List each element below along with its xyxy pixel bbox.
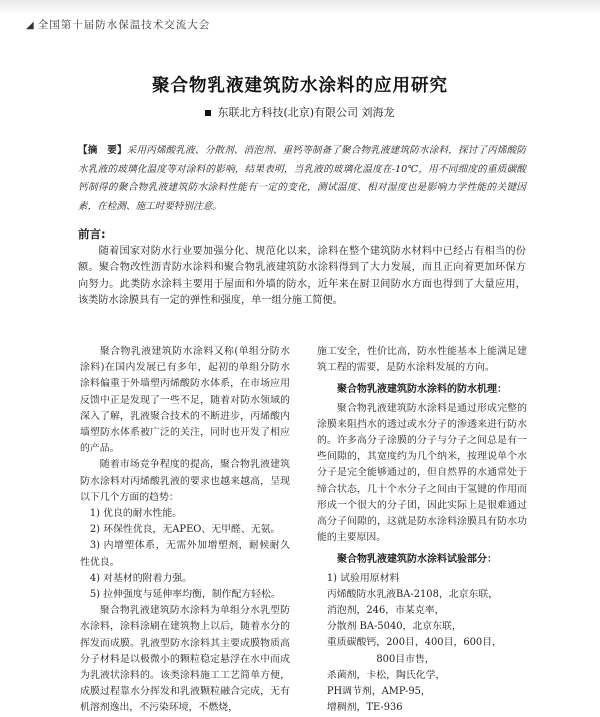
right-paragraph-1: 施工安全，性价比高，防水性能基本上能满足建筑工程的需要，是防水涂料发展的方向。 — [317, 346, 527, 374]
preface-body: 随着国家对防水行业要加强分化、规范化以来，涂料在整个建筑防水材料中已经占有相当的份额。聚合物改性沥青防水涂料和聚合物乳液建筑防水涂料得到了大力发展，而且正向着更加环保方向努力。此类防水涂料主要用于屋面和外墙的防水，近年来在厨卫间防水方面也得到了大量应用，该类防水涂膜具有一定的弹性和强度，单一组分施工简便。 — [78, 246, 526, 307]
author-line — [0, 104, 600, 120]
abstract-text: 采用丙烯酸乳液、分散剂、消泡剂、重钙等制备了聚合物乳液建筑防水涂料，探讨了丙烯酸防水乳液的玻璃化温度等对涂料的影响，结果表明，当乳液的玻璃化温度在-10℃，用不同细度的重质碳酸钙制得的聚合物乳液建筑防水涂料性能有一定的变化，测试温度、相对湿度也是影响力学性能的关键因素，在检测、施工时要特别注意。 — [78, 145, 527, 212]
left-paragraph-3: 聚合物乳液建筑防水涂料为单组分水乳型防水涂料，涂料涂刷在建筑物上以后，随着水分的挥发而成膜。乳液型防水涂料其主要成膜物质高分子材料是以极微小的颗粒稳定悬浮在水中而成为乳液状涂料的。该类涂料施工工艺简单方便，成膜过程靠水分挥发和乳液颗粒融合完成，无有机溶剂逸出，不污染环境，不燃烧， — [80, 605, 290, 714]
preface-text — [78, 244, 526, 310]
preface-heading: 前言: — [78, 227, 106, 241]
mechanism-heading: 聚合物乳液建筑防水涂料的防水机理： — [337, 384, 507, 396]
abstract-label: 【摘 要】 — [78, 145, 127, 156]
trend-item-3: 3) 内增塑体系，无需外加增塑剂，耐候耐久性优良。 — [80, 540, 290, 568]
left-column — [80, 344, 290, 717]
trend-item-1: 1) 优良的耐水性能。 — [89, 508, 183, 520]
right-column — [317, 344, 527, 716]
material-item-3: 消泡剂，246，市某克率， — [326, 605, 445, 617]
right-paragraph-2: 聚合物乳液建筑防水涂料是通过形成完整的涂膜来阻挡水的透过或水分子的渗透来进行防水的。许多高分子涂膜的分子与分子之间总是有一些间隙的，其宽度约为几个纳米，按理说单个水分子是完全能够通过的，但自然界的水通常处于缔合状态，几十个水分子之间由于氢键的作用而形成一个很大的分子团，因此实际上是很难通过高分子间隙的，这就是防水涂料涂膜具有防水功能的主要原因。 — [317, 402, 527, 544]
square-bullet-icon — [205, 110, 211, 116]
left-paragraph-1: 聚合物乳液建筑防水涂料又称(单组分防水涂料)在国内发展已有多年，起初的单组分防水涂料偏重于外墙塑丙烯酸防水体系，在市场应用反馈中正是发现了一些不足，随着对防水领域的深入了解，乳液聚合技术的不断进步，丙烯酸内墙塑防水体系被广泛的关注，同时也开发了相应的产品。 — [80, 346, 290, 455]
material-item-7: 杀菌剂，卡松，陶氏化学， — [326, 669, 446, 681]
triangle-bullet-icon: ◢ — [26, 20, 35, 31]
material-item-5: 重质碳酸钙，200目，400目，600目， — [326, 637, 502, 649]
trend-item-5: 5) 拉伸强度与延伸率均衡，制作配方轻松。 — [89, 589, 281, 601]
material-item-6: 800目市售， — [376, 653, 435, 665]
material-item-2: 丙烯酸防水乳液BA-2108，北京东联， — [326, 588, 499, 600]
author-affiliation: 东联北方科技(北京)有限公司 刘海龙 — [217, 106, 395, 119]
trend-item-4: 4) 对基材的附着力强。 — [89, 572, 193, 584]
material-item-8: PH调节剂，AMP-95， — [326, 686, 431, 698]
left-paragraph-2: 随着市场竞争程度的提高，聚合物乳液建筑防水涂料对丙烯酸乳液的要求也越来越高，呈现以下几个方面的趋势： — [80, 459, 290, 503]
material-item-4: 分散剂 BA-5040，北京东联， — [326, 621, 462, 633]
test-heading: 聚合物乳液建筑防水涂料试验部分： — [337, 554, 497, 566]
article-title: 聚合物乳液建筑防水涂料的应用研究 — [152, 76, 448, 96]
abstract-block — [78, 142, 526, 216]
scan-edge-shadow — [0, 0, 600, 14]
material-item-1: 1) 试验用原材料 — [326, 572, 400, 584]
journal-name: 全国第十届防水保温技术交流大会 — [37, 19, 211, 31]
journal-header — [26, 17, 210, 32]
material-item-9: 增稠剂，TE-936 — [326, 702, 403, 714]
trend-item-2: 2) 环保性优良，无APEO、无甲醛、无氨。 — [89, 524, 281, 536]
